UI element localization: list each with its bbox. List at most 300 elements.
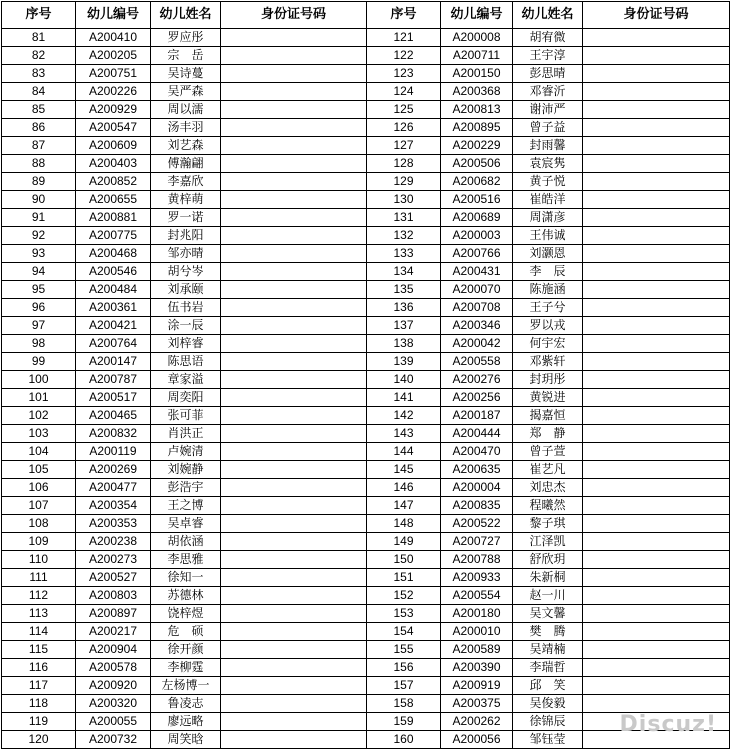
id-number-cell xyxy=(221,659,367,677)
name-cell: 吴靖楠 xyxy=(513,641,583,659)
seq-cell: 124 xyxy=(367,83,441,101)
id-number-cell xyxy=(583,335,730,353)
seq-cell: 151 xyxy=(367,569,441,587)
table-row xyxy=(2,497,730,515)
name-cell: 吴俊毅 xyxy=(513,695,583,713)
table-row xyxy=(2,155,730,173)
table-row xyxy=(2,281,730,299)
seq-cell: 141 xyxy=(367,389,441,407)
code-cell: A200527 xyxy=(76,569,151,587)
id-number-cell xyxy=(583,695,730,713)
code-cell: A200547 xyxy=(76,119,151,137)
code-cell: A200229 xyxy=(441,137,513,155)
name-cell: 章家溢 xyxy=(151,371,221,389)
id-number-cell xyxy=(583,317,730,335)
code-cell: A200775 xyxy=(76,227,151,245)
table-row xyxy=(2,173,730,191)
code-cell: A200444 xyxy=(441,425,513,443)
code-cell: A200056 xyxy=(441,731,513,749)
name-cell: 邱 笑 xyxy=(513,677,583,695)
name-cell: 左杨博一 xyxy=(151,677,221,695)
name-cell: 黄梓萌 xyxy=(151,191,221,209)
code-cell: A200895 xyxy=(441,119,513,137)
seq-cell: 89 xyxy=(2,173,76,191)
table-row xyxy=(2,659,730,677)
id-number-cell xyxy=(583,173,730,191)
seq-cell: 135 xyxy=(367,281,441,299)
seq-cell: 92 xyxy=(2,227,76,245)
id-number-cell xyxy=(583,605,730,623)
id-number-cell xyxy=(583,731,730,749)
name-cell: 邹钰莹 xyxy=(513,731,583,749)
table-row xyxy=(2,551,730,569)
header-id-right: 身份证号码 xyxy=(583,2,730,29)
id-number-cell xyxy=(221,245,367,263)
code-cell: A200465 xyxy=(76,407,151,425)
name-cell: 刘忠杰 xyxy=(513,479,583,497)
id-number-cell xyxy=(221,299,367,317)
header-code-left: 幼儿编号 xyxy=(76,2,151,29)
seq-cell: 138 xyxy=(367,335,441,353)
name-cell: 周奕阳 xyxy=(151,389,221,407)
code-cell: A200897 xyxy=(76,605,151,623)
code-cell: A200589 xyxy=(441,641,513,659)
header-row xyxy=(2,2,730,29)
name-cell: 危 硕 xyxy=(151,623,221,641)
seq-cell: 86 xyxy=(2,119,76,137)
id-number-cell xyxy=(583,29,730,47)
id-number-cell xyxy=(583,713,730,731)
code-cell: A200609 xyxy=(76,137,151,155)
name-cell: 彭浩宇 xyxy=(151,479,221,497)
name-cell: 汤丰羽 xyxy=(151,119,221,137)
code-cell: A200119 xyxy=(76,443,151,461)
seq-cell: 90 xyxy=(2,191,76,209)
table-row xyxy=(2,677,730,695)
name-cell: 崔艺凡 xyxy=(513,461,583,479)
name-cell: 李瑞哲 xyxy=(513,659,583,677)
id-number-cell xyxy=(583,227,730,245)
id-number-cell xyxy=(221,227,367,245)
seq-cell: 113 xyxy=(2,605,76,623)
name-cell: 朱新桐 xyxy=(513,569,583,587)
seq-cell: 156 xyxy=(367,659,441,677)
id-number-cell xyxy=(583,641,730,659)
id-number-cell xyxy=(221,47,367,65)
seq-cell: 91 xyxy=(2,209,76,227)
name-cell: 袁宸隽 xyxy=(513,155,583,173)
code-cell: A200852 xyxy=(76,173,151,191)
id-number-cell xyxy=(221,587,367,605)
id-number-cell xyxy=(221,407,367,425)
code-cell: A200470 xyxy=(441,443,513,461)
code-cell: A200578 xyxy=(76,659,151,677)
code-cell: A200320 xyxy=(76,695,151,713)
code-cell: A200205 xyxy=(76,47,151,65)
name-cell: 罗应彤 xyxy=(151,29,221,47)
name-cell: 舒欣玥 xyxy=(513,551,583,569)
id-number-cell xyxy=(583,569,730,587)
code-cell: A200269 xyxy=(76,461,151,479)
seq-cell: 88 xyxy=(2,155,76,173)
code-cell: A200766 xyxy=(441,245,513,263)
seq-cell: 120 xyxy=(2,731,76,749)
table-row xyxy=(2,407,730,425)
id-number-cell xyxy=(221,119,367,137)
name-cell: 赵一川 xyxy=(513,587,583,605)
id-number-cell xyxy=(583,245,730,263)
id-number-cell xyxy=(583,263,730,281)
seq-cell: 107 xyxy=(2,497,76,515)
code-cell: A200682 xyxy=(441,173,513,191)
table-row xyxy=(2,263,730,281)
code-cell: A200517 xyxy=(76,389,151,407)
code-cell: A200732 xyxy=(76,731,151,749)
code-cell: A200751 xyxy=(76,65,151,83)
seq-cell: 140 xyxy=(367,371,441,389)
seq-cell: 122 xyxy=(367,47,441,65)
code-cell: A200933 xyxy=(441,569,513,587)
id-number-cell xyxy=(221,533,367,551)
name-cell: 刘梓睿 xyxy=(151,335,221,353)
code-cell: A200346 xyxy=(441,317,513,335)
name-cell: 宗 岳 xyxy=(151,47,221,65)
code-cell: A200787 xyxy=(76,371,151,389)
name-cell: 王伟诚 xyxy=(513,227,583,245)
seq-cell: 139 xyxy=(367,353,441,371)
name-cell: 江泽凯 xyxy=(513,533,583,551)
id-number-cell xyxy=(221,65,367,83)
name-cell: 封雨馨 xyxy=(513,137,583,155)
seq-cell: 81 xyxy=(2,29,76,47)
seq-cell: 150 xyxy=(367,551,441,569)
name-cell: 刘婉静 xyxy=(151,461,221,479)
id-number-cell xyxy=(221,101,367,119)
seq-cell: 100 xyxy=(2,371,76,389)
table-row xyxy=(2,461,730,479)
id-number-cell xyxy=(221,479,367,497)
name-cell: 王子兮 xyxy=(513,299,583,317)
name-cell: 周笑晗 xyxy=(151,731,221,749)
code-cell: A200354 xyxy=(76,497,151,515)
name-cell: 李思雅 xyxy=(151,551,221,569)
code-cell: A200546 xyxy=(76,263,151,281)
header-code-right: 幼儿编号 xyxy=(441,2,513,29)
code-cell: A200431 xyxy=(441,263,513,281)
id-number-cell xyxy=(583,659,730,677)
name-cell: 郑 静 xyxy=(513,425,583,443)
table-row xyxy=(2,227,730,245)
name-cell: 周以濡 xyxy=(151,101,221,119)
seq-cell: 121 xyxy=(367,29,441,47)
seq-cell: 147 xyxy=(367,497,441,515)
id-number-cell xyxy=(221,155,367,173)
name-cell: 涂一辰 xyxy=(151,317,221,335)
code-cell: A200506 xyxy=(441,155,513,173)
name-cell: 鲁凌志 xyxy=(151,695,221,713)
name-cell: 黄锐进 xyxy=(513,389,583,407)
name-cell: 廖远略 xyxy=(151,713,221,731)
code-cell: A200003 xyxy=(441,227,513,245)
code-cell: A200655 xyxy=(76,191,151,209)
seq-cell: 134 xyxy=(367,263,441,281)
seq-cell: 102 xyxy=(2,407,76,425)
seq-cell: 130 xyxy=(367,191,441,209)
name-cell: 崔皓洋 xyxy=(513,191,583,209)
code-cell: A200788 xyxy=(441,551,513,569)
id-number-cell xyxy=(583,443,730,461)
name-cell: 刘灏恩 xyxy=(513,245,583,263)
header-name-left: 幼儿姓名 xyxy=(151,2,221,29)
seq-cell: 93 xyxy=(2,245,76,263)
code-cell: A200554 xyxy=(441,587,513,605)
table-row xyxy=(2,299,730,317)
seq-cell: 119 xyxy=(2,713,76,731)
code-cell: A200361 xyxy=(76,299,151,317)
seq-cell: 146 xyxy=(367,479,441,497)
code-cell: A200256 xyxy=(441,389,513,407)
code-cell: A200410 xyxy=(76,29,151,47)
code-cell: A200276 xyxy=(441,371,513,389)
seq-cell: 83 xyxy=(2,65,76,83)
seq-cell: 103 xyxy=(2,425,76,443)
name-cell: 罗以戎 xyxy=(513,317,583,335)
id-number-cell xyxy=(583,371,730,389)
name-cell: 王宇淳 xyxy=(513,47,583,65)
id-number-cell xyxy=(221,371,367,389)
code-cell: A200180 xyxy=(441,605,513,623)
seq-cell: 137 xyxy=(367,317,441,335)
seq-cell: 108 xyxy=(2,515,76,533)
name-cell: 吴文馨 xyxy=(513,605,583,623)
name-cell: 黎子琪 xyxy=(513,515,583,533)
seq-cell: 84 xyxy=(2,83,76,101)
code-cell: A200813 xyxy=(441,101,513,119)
header-id-left: 身份证号码 xyxy=(221,2,367,29)
name-cell: 卢婉清 xyxy=(151,443,221,461)
table-row xyxy=(2,425,730,443)
table-row xyxy=(2,209,730,227)
id-number-cell xyxy=(583,497,730,515)
code-cell: A200262 xyxy=(441,713,513,731)
table-row xyxy=(2,317,730,335)
id-number-cell xyxy=(221,443,367,461)
id-number-cell xyxy=(583,281,730,299)
table-row xyxy=(2,443,730,461)
id-number-cell xyxy=(583,587,730,605)
id-number-cell xyxy=(583,551,730,569)
seq-cell: 96 xyxy=(2,299,76,317)
id-number-cell xyxy=(583,83,730,101)
seq-cell: 149 xyxy=(367,533,441,551)
name-cell: 封兆阳 xyxy=(151,227,221,245)
id-number-cell xyxy=(221,317,367,335)
seq-cell: 98 xyxy=(2,335,76,353)
name-cell: 徐锦辰 xyxy=(513,713,583,731)
seq-cell: 104 xyxy=(2,443,76,461)
seq-cell: 110 xyxy=(2,551,76,569)
table-row xyxy=(2,47,730,65)
seq-cell: 155 xyxy=(367,641,441,659)
seq-cell: 159 xyxy=(367,713,441,731)
code-cell: A200070 xyxy=(441,281,513,299)
id-number-cell xyxy=(583,677,730,695)
seq-cell: 142 xyxy=(367,407,441,425)
seq-cell: 129 xyxy=(367,173,441,191)
name-cell: 傅瀚翩 xyxy=(151,155,221,173)
name-cell: 吴诗蔓 xyxy=(151,65,221,83)
name-cell: 李柳霆 xyxy=(151,659,221,677)
name-cell: 吴卓睿 xyxy=(151,515,221,533)
discuz-watermark: Discuz! xyxy=(619,712,717,737)
id-number-cell xyxy=(583,47,730,65)
code-cell: A200558 xyxy=(441,353,513,371)
seq-cell: 106 xyxy=(2,479,76,497)
name-cell: 曾子益 xyxy=(513,119,583,137)
seq-cell: 109 xyxy=(2,533,76,551)
code-cell: A200484 xyxy=(76,281,151,299)
seq-cell: 133 xyxy=(367,245,441,263)
seq-cell: 95 xyxy=(2,281,76,299)
id-number-cell xyxy=(221,731,367,749)
id-number-cell xyxy=(583,407,730,425)
name-cell: 封玥彤 xyxy=(513,371,583,389)
id-number-cell xyxy=(221,677,367,695)
code-cell: A200008 xyxy=(441,29,513,47)
seq-cell: 132 xyxy=(367,227,441,245)
table-row xyxy=(2,695,730,713)
id-number-cell xyxy=(221,335,367,353)
seq-cell: 157 xyxy=(367,677,441,695)
seq-cell: 143 xyxy=(367,425,441,443)
table-row xyxy=(2,65,730,83)
id-number-cell xyxy=(583,155,730,173)
code-cell: A200273 xyxy=(76,551,151,569)
code-cell: A200708 xyxy=(441,299,513,317)
name-cell: 邓紫轩 xyxy=(513,353,583,371)
id-number-cell xyxy=(583,353,730,371)
code-cell: A200929 xyxy=(76,101,151,119)
name-cell: 樊 腾 xyxy=(513,623,583,641)
name-cell: 罗一诺 xyxy=(151,209,221,227)
table-row xyxy=(2,137,730,155)
id-number-cell xyxy=(583,515,730,533)
code-cell: A200881 xyxy=(76,209,151,227)
name-cell: 胡兮岑 xyxy=(151,263,221,281)
seq-cell: 112 xyxy=(2,587,76,605)
id-number-cell xyxy=(221,605,367,623)
table-row xyxy=(2,731,730,749)
id-number-cell xyxy=(583,479,730,497)
code-cell: A200226 xyxy=(76,83,151,101)
id-number-cell xyxy=(583,533,730,551)
id-number-cell xyxy=(221,569,367,587)
table-row xyxy=(2,83,730,101)
id-number-cell xyxy=(221,497,367,515)
code-cell: A200477 xyxy=(76,479,151,497)
seq-cell: 123 xyxy=(367,65,441,83)
table-row xyxy=(2,515,730,533)
id-number-cell xyxy=(583,425,730,443)
table-row xyxy=(2,101,730,119)
seq-cell: 158 xyxy=(367,695,441,713)
code-cell: A200421 xyxy=(76,317,151,335)
table-row xyxy=(2,479,730,497)
code-cell: A200368 xyxy=(441,83,513,101)
seq-cell: 111 xyxy=(2,569,76,587)
table-row xyxy=(2,533,730,551)
seq-cell: 82 xyxy=(2,47,76,65)
name-cell: 邓睿沂 xyxy=(513,83,583,101)
table-row xyxy=(2,587,730,605)
name-cell: 谢沛严 xyxy=(513,101,583,119)
seq-cell: 85 xyxy=(2,101,76,119)
name-cell: 刘承颐 xyxy=(151,281,221,299)
table-row xyxy=(2,605,730,623)
name-cell: 程曦然 xyxy=(513,497,583,515)
id-number-cell xyxy=(221,281,367,299)
seq-cell: 145 xyxy=(367,461,441,479)
table-row xyxy=(2,623,730,641)
code-cell: A200832 xyxy=(76,425,151,443)
table-row xyxy=(2,245,730,263)
code-cell: A200919 xyxy=(441,677,513,695)
name-cell: 肖洪正 xyxy=(151,425,221,443)
code-cell: A200711 xyxy=(441,47,513,65)
name-cell: 张可菲 xyxy=(151,407,221,425)
table-row xyxy=(2,335,730,353)
id-number-cell xyxy=(221,209,367,227)
id-number-cell xyxy=(583,65,730,83)
code-cell: A200238 xyxy=(76,533,151,551)
seq-cell: 117 xyxy=(2,677,76,695)
id-number-cell xyxy=(583,389,730,407)
id-number-cell xyxy=(221,263,367,281)
id-number-cell xyxy=(221,713,367,731)
seq-cell: 118 xyxy=(2,695,76,713)
seq-cell: 105 xyxy=(2,461,76,479)
seq-cell: 125 xyxy=(367,101,441,119)
table-row xyxy=(2,191,730,209)
seq-cell: 94 xyxy=(2,263,76,281)
id-number-cell xyxy=(583,299,730,317)
seq-cell: 115 xyxy=(2,641,76,659)
name-cell: 胡宥微 xyxy=(513,29,583,47)
id-number-cell xyxy=(221,83,367,101)
id-number-cell xyxy=(583,101,730,119)
seq-cell: 101 xyxy=(2,389,76,407)
id-number-cell xyxy=(221,695,367,713)
name-cell: 饶梓煜 xyxy=(151,605,221,623)
code-cell: A200375 xyxy=(441,695,513,713)
code-cell: A200042 xyxy=(441,335,513,353)
table-row xyxy=(2,353,730,371)
code-cell: A200055 xyxy=(76,713,151,731)
table-row xyxy=(2,641,730,659)
seq-cell: 154 xyxy=(367,623,441,641)
code-cell: A200150 xyxy=(441,65,513,83)
code-cell: A200522 xyxy=(441,515,513,533)
seq-cell: 153 xyxy=(367,605,441,623)
id-number-cell xyxy=(221,353,367,371)
header-name-right: 幼儿姓名 xyxy=(513,2,583,29)
id-number-cell xyxy=(221,29,367,47)
id-number-cell xyxy=(583,623,730,641)
name-cell: 徐知一 xyxy=(151,569,221,587)
code-cell: A200468 xyxy=(76,245,151,263)
seq-cell: 131 xyxy=(367,209,441,227)
seq-cell: 127 xyxy=(367,137,441,155)
